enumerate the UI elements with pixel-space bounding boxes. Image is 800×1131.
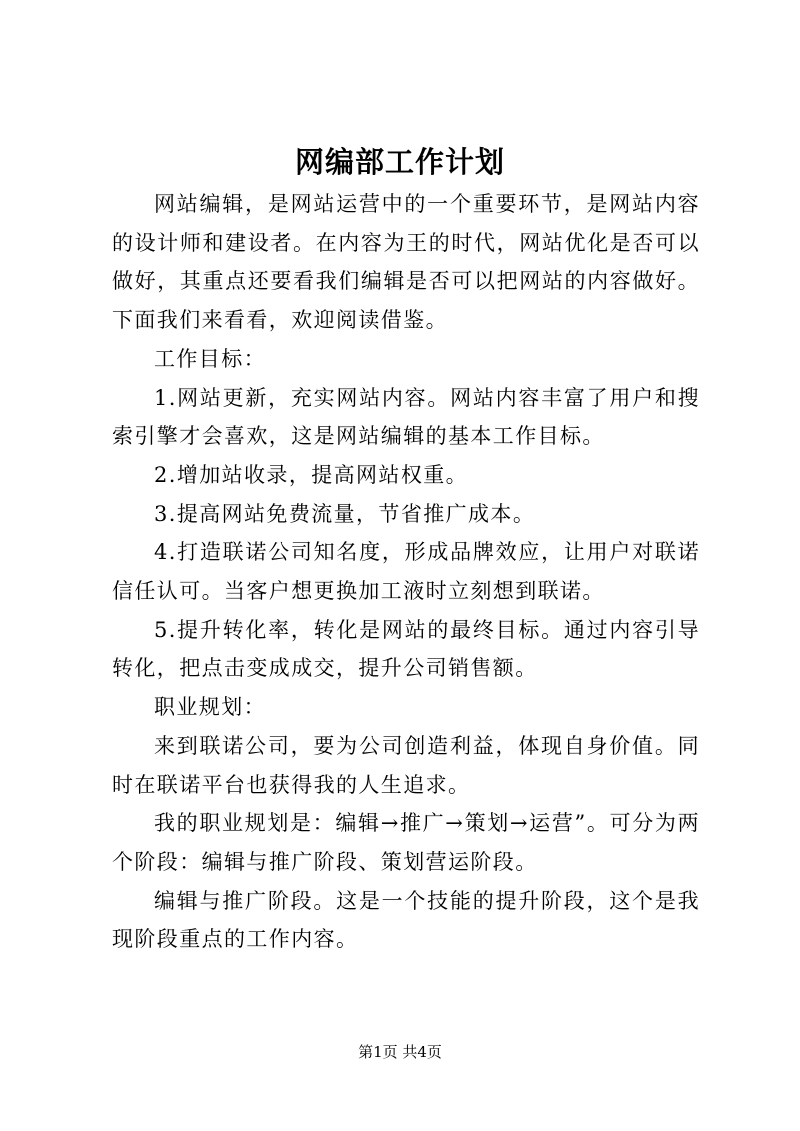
paragraph-goals-heading: 工作目标：	[154, 346, 266, 371]
paragraph-goal-3: 3.提高网站免费流量，节省推广成本。	[154, 501, 536, 526]
document-body	[112, 185, 700, 959]
paragraph-career-heading: 职业规划：	[154, 695, 266, 720]
paragraph-career-3: 编辑与推广阶段。这是一个技能的提升阶段，这个是我现阶段重点的工作内容。	[112, 888, 700, 952]
paragraph-goal-1: 1.网站更新，充实网站内容。网站内容丰富了用户和搜索引擎才会喜欢，这是网站编辑的基本工作目标。	[112, 385, 700, 449]
paragraph-goal-2: 2.增加站收录，提高网站权重。	[154, 462, 469, 487]
page-footer: 第1页 共4页	[358, 1043, 442, 1061]
paragraph-goal-4: 4.打造联诺公司知名度，形成品牌效应，让用户对联诺信任认可。当客户想更换加工液时立刻想到联诺。	[112, 540, 700, 604]
paragraph-career-1: 来到联诺公司，要为公司创造利益，体现自身价值。同时在联诺平台也获得我的人生追求。	[112, 733, 700, 797]
paragraph-goal-5: 5.提升转化率，转化是网站的最终目标。通过内容引导转化，把点击变成成交，提升公司销售额。	[112, 617, 700, 681]
paragraph-intro: 网站编辑，是网站运营中的一个重要环节，是网站内容的设计师和建设者。在内容为王的时代，网站优化是否可以做好，其重点还要看我们编辑是否可以把网站的内容做好。下面我们来看看，欢迎阅读借鉴。	[112, 192, 700, 333]
document-title: 网编部工作计划	[294, 145, 505, 179]
paragraph-career-2: 我的职业规划是：编辑→推广→策划→运营”。可分为两个阶段：编辑与推广阶段、策划营运阶段。	[112, 811, 700, 874]
